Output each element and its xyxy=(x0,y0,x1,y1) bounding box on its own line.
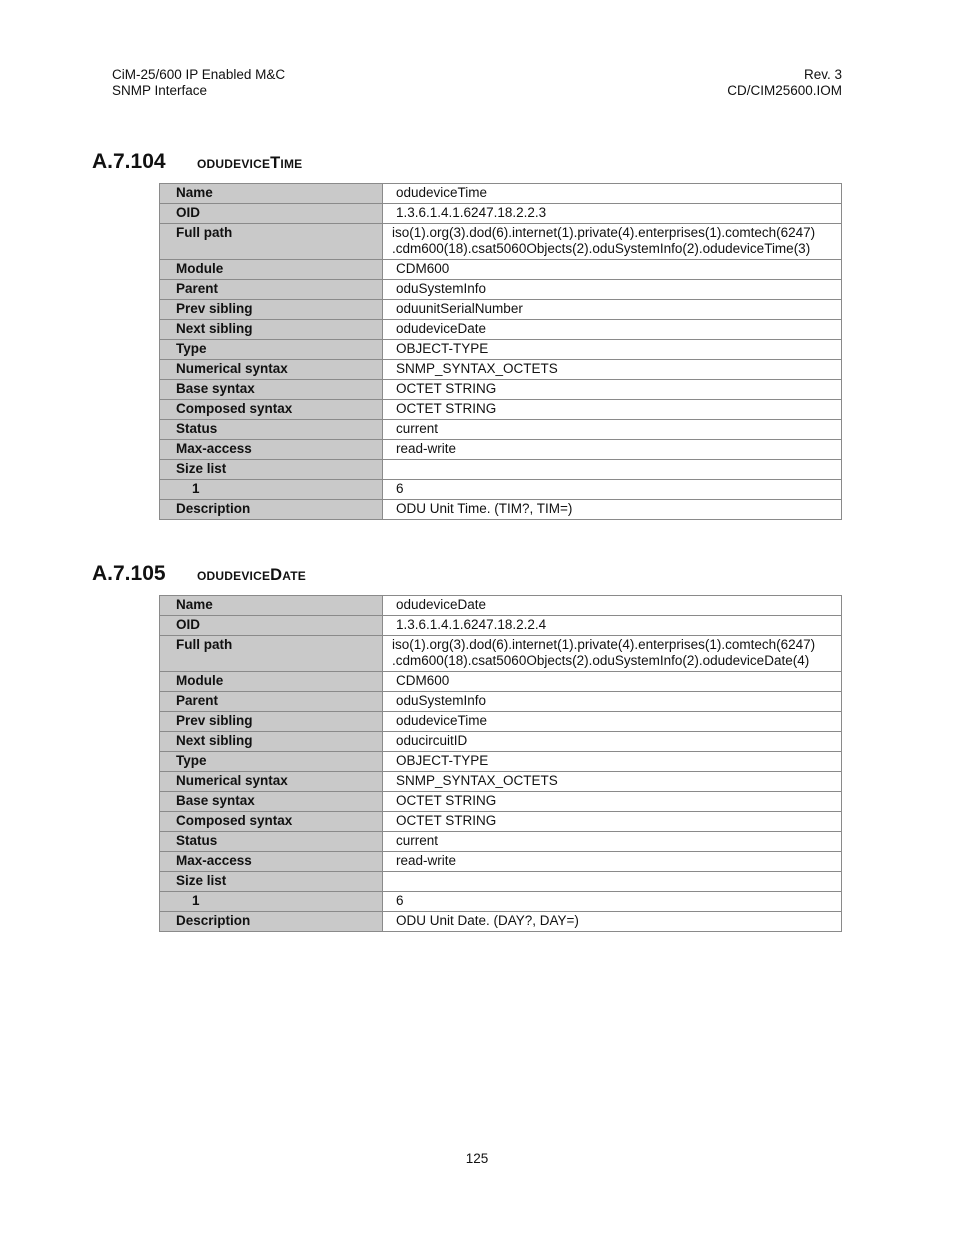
table-row xyxy=(160,852,842,872)
table-row xyxy=(160,892,842,912)
table-row xyxy=(160,636,842,672)
header-revision: Rev. 3 xyxy=(803,67,842,82)
row-key: Next sibling xyxy=(160,320,383,340)
header-right xyxy=(727,67,842,99)
table-row xyxy=(160,320,842,340)
mib-table-odudevicetime xyxy=(159,183,842,520)
row-value: OCTET STRING xyxy=(383,812,842,832)
row-value: odudeviceDate xyxy=(383,320,842,340)
row-key: Status xyxy=(160,420,383,440)
header-product: CiM-25/600 IP Enabled M&C xyxy=(112,67,286,82)
row-key: Size list xyxy=(160,872,383,892)
row-value: odudeviceDate xyxy=(383,596,842,616)
row-value: ODU Unit Time. (TIM?, TIM=) xyxy=(383,500,842,520)
row-value: 6 xyxy=(383,480,842,500)
table-row xyxy=(160,500,842,520)
table-row xyxy=(160,440,842,460)
row-key: Name xyxy=(160,184,383,204)
row-key: Max-access xyxy=(160,852,383,872)
row-key: Next sibling xyxy=(160,732,383,752)
row-value: current xyxy=(383,420,842,440)
section-number: A.7.104 xyxy=(92,150,166,173)
full-path-line2: .cdm600(18).csat5060Objects(2).oduSystemInfo(2).odudeviceTime(3) xyxy=(392,241,811,256)
table-row xyxy=(160,380,842,400)
table-row xyxy=(160,616,842,636)
row-key: OID xyxy=(160,204,383,224)
table-row xyxy=(160,832,842,852)
table-row xyxy=(160,420,842,440)
row-key: Numerical syntax xyxy=(160,772,383,792)
row-value xyxy=(383,460,842,480)
row-key: Composed syntax xyxy=(160,400,383,420)
row-key: Type xyxy=(160,340,383,360)
table-row xyxy=(160,360,842,380)
row-value: 1.3.6.1.4.1.6247.18.2.2.3 xyxy=(383,204,842,224)
table-row xyxy=(160,480,842,500)
table-row xyxy=(160,340,842,360)
section-number: A.7.105 xyxy=(92,562,166,585)
row-key: Base syntax xyxy=(160,792,383,812)
row-value: current xyxy=(383,832,842,852)
row-key: Description xyxy=(160,912,383,932)
table-row xyxy=(160,596,842,616)
row-key: 1 xyxy=(160,480,383,500)
row-key: Max-access xyxy=(160,440,383,460)
row-key: Full path xyxy=(160,636,383,672)
row-value: 1.3.6.1.4.1.6247.18.2.2.4 xyxy=(383,616,842,636)
row-value: read-write xyxy=(383,852,842,872)
row-key: Name xyxy=(160,596,383,616)
table-row xyxy=(160,732,842,752)
row-key: Status xyxy=(160,832,383,852)
row-key: Base syntax xyxy=(160,380,383,400)
header-doc-id: CD/CIM25600.IOM xyxy=(727,83,842,98)
header-subtitle: SNMP Interface xyxy=(112,83,208,98)
table-row xyxy=(160,300,842,320)
row-value: oducircuitID xyxy=(383,732,842,752)
row-value: OBJECT-TYPE xyxy=(383,340,842,360)
row-value: OCTET STRING xyxy=(383,380,842,400)
row-key: Module xyxy=(160,260,383,280)
mib-table-odudevicedate xyxy=(159,595,842,932)
row-key: Numerical syntax xyxy=(160,360,383,380)
row-value: 6 xyxy=(383,892,842,912)
section-heading-odudevicedate xyxy=(92,562,306,586)
row-key: Prev sibling xyxy=(160,712,383,732)
row-key: Description xyxy=(160,500,383,520)
table-row xyxy=(160,184,842,204)
row-key: Prev sibling xyxy=(160,300,383,320)
table-row xyxy=(160,672,842,692)
row-value: SNMP_SYNTAX_OCTETS xyxy=(383,772,842,792)
table-row xyxy=(160,400,842,420)
row-value: oduSystemInfo xyxy=(383,280,842,300)
full-path-line2: .cdm600(18).csat5060Objects(2).oduSystemInfo(2).odudeviceDate(4) xyxy=(392,653,810,668)
row-value xyxy=(383,636,842,672)
table-row xyxy=(160,752,842,772)
section-heading-odudevicetime xyxy=(92,150,302,174)
row-key: Composed syntax xyxy=(160,812,383,832)
row-key: Parent xyxy=(160,280,383,300)
row-value: CDM600 xyxy=(383,260,842,280)
table-row xyxy=(160,692,842,712)
section-name: odudeviceTime xyxy=(197,154,303,172)
row-value: ODU Unit Date. (DAY?, DAY=) xyxy=(383,912,842,932)
row-key: Full path xyxy=(160,224,383,260)
row-key: Parent xyxy=(160,692,383,712)
row-value: CDM600 xyxy=(383,672,842,692)
table-row xyxy=(160,224,842,260)
row-value xyxy=(383,224,842,260)
table-row xyxy=(160,792,842,812)
full-path-line1: iso(1).org(3).dod(6).internet(1).private(4).enterprises(1).comtech(6247) xyxy=(392,225,816,240)
table-row xyxy=(160,812,842,832)
full-path-line1: iso(1).org(3).dod(6).internet(1).private(4).enterprises(1).comtech(6247) xyxy=(392,637,816,652)
table-row xyxy=(160,712,842,732)
row-value xyxy=(383,872,842,892)
row-value: oduSystemInfo xyxy=(383,692,842,712)
section-name: odudeviceDate xyxy=(197,566,306,584)
table-row xyxy=(160,912,842,932)
table-row xyxy=(160,280,842,300)
row-value: SNMP_SYNTAX_OCTETS xyxy=(383,360,842,380)
table-row xyxy=(160,260,842,280)
table-row xyxy=(160,460,842,480)
table-row xyxy=(160,872,842,892)
header-left xyxy=(112,67,285,99)
row-value: OCTET STRING xyxy=(383,400,842,420)
row-key: 1 xyxy=(160,892,383,912)
row-value: OBJECT-TYPE xyxy=(383,752,842,772)
row-value: read-write xyxy=(383,440,842,460)
row-key: Type xyxy=(160,752,383,772)
row-value: odudeviceTime xyxy=(383,712,842,732)
page-number: 125 xyxy=(465,1151,489,1166)
table-row xyxy=(160,204,842,224)
row-key: Size list xyxy=(160,460,383,480)
row-key: Module xyxy=(160,672,383,692)
row-key: OID xyxy=(160,616,383,636)
row-value: OCTET STRING xyxy=(383,792,842,812)
table-row xyxy=(160,772,842,792)
row-value: odudeviceTime xyxy=(383,184,842,204)
row-value: oduunitSerialNumber xyxy=(383,300,842,320)
